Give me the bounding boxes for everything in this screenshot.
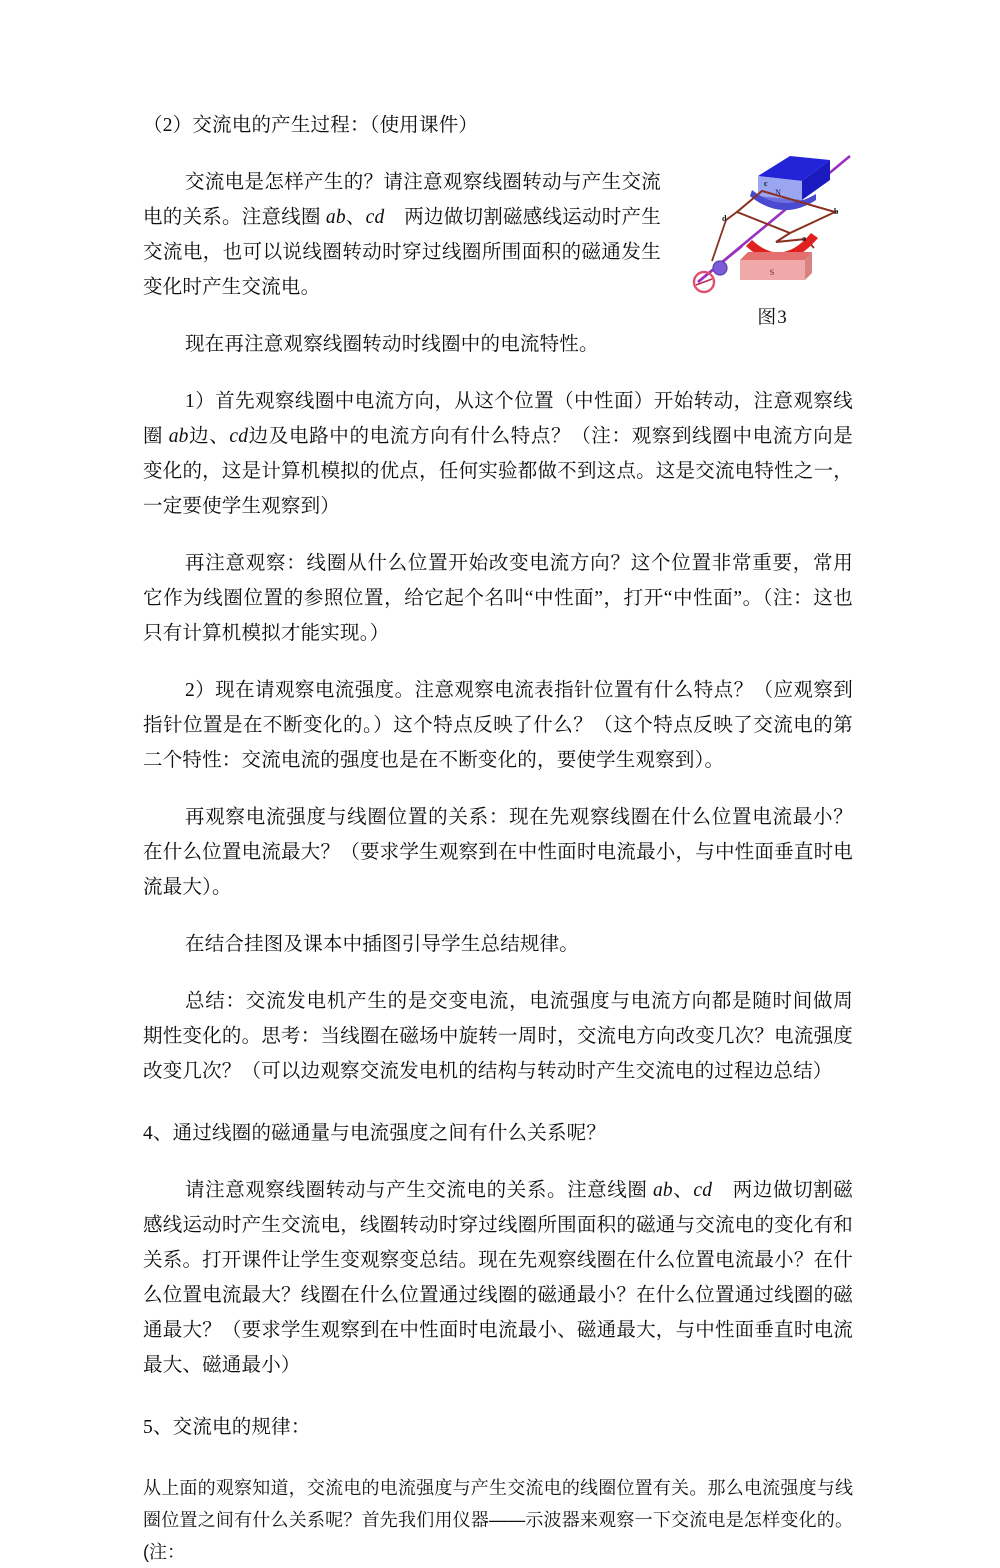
spacer <box>143 651 853 673</box>
text-seg: 交流电是怎样产生的？请注意观察线圈转动与产生交流电的关系。注意线圈 <box>143 172 661 228</box>
text-seg: 、 <box>345 207 366 228</box>
spacer <box>143 1383 853 1410</box>
slip-ring-icon <box>713 261 727 275</box>
spacer <box>143 362 853 384</box>
coil-label-ab: ab <box>652 1180 673 1201</box>
coil-corner-a-label: a <box>802 234 806 243</box>
paragraph-conclusion: 总结：交流发电机产生的是交变电流，电流强度与电流方向都是随时间做周期性变化的。思考：当线圈在磁场中旋转一周时，交流电方向改变几次？电流强度改变几次？（可以边观察交流发电机的结构与转动时产生交流电的过程边总结） <box>143 991 853 1082</box>
paragraph-neutral-plane: 再注意观察：线圈从什么位置开始改变电流方向？这个位置非常重要，常用它作为线圈位置的参照位置，给它起个名叫“中性面”，打开“中性面”。（注：这也只有计算机模拟才能实现。） <box>143 553 853 644</box>
spacer <box>143 1445 853 1472</box>
heading-item-5: 5、交流电的规律： <box>143 1417 311 1438</box>
paragraph-step-1 <box>143 384 853 524</box>
paragraph-current-vs-position: 再观察电流强度与线圈位置的关系：现在先观察线圈在什么位置电流最小？在什么位置电流最大？（要求学生观察到在中性面时电流最小，与中性面垂直时电流最大）。 <box>143 807 853 898</box>
coil-label-cd: cd <box>693 1180 713 1201</box>
coil-label-cd: cd <box>229 426 249 447</box>
text-seg: 两边做切割磁感线运动时产生交流电，也可以说线圈转动时穿过线圈所围面积的磁通发生变化时产生交流电。 <box>143 207 661 298</box>
text-seg: 两边做切割磁感线运动时产生交流电，线圈转动时穿过线圈所围面积的磁通与交流电的变化有和关系。打开课件让学生变观察变总结。现在先观察线圈在什么位置电流最小？在什么位置电流最大？线圈在什么位置通过线圈的磁通最小？在什么位置通过线圈的磁通最大？（要求学生观察到在中性面时电流最小、磁通最大，与中性面垂直时电流最大、磁通最小） <box>143 1180 853 1376</box>
spacer <box>143 1151 853 1173</box>
paragraph-observe-current-property: 现在再注意观察线圈转动时线圈中的电流特性。 <box>185 334 599 355</box>
coil-lead-left <box>712 220 726 261</box>
text-seg: 边、 <box>188 426 230 447</box>
heading-ac-generation-process: （2）交流电的产生过程：（使用课件） <box>143 115 479 136</box>
paragraph-flux-vs-current <box>143 1173 853 1383</box>
north-pole-label: N <box>775 188 781 197</box>
coil-corner-b-label: b <box>834 207 839 216</box>
text-seg: 、 <box>672 1180 694 1201</box>
coil-label-ab: ab <box>325 207 346 228</box>
coil-corner-c-label: c <box>764 179 768 188</box>
text-seg: 1）首先观察线圈中电流方向，从这个位置（中性面）开始转动，注意观察线圈 <box>143 391 853 447</box>
text-seg: 请注意观察线圈转动与产生交流电的关系。注意线圈 <box>185 1180 653 1201</box>
text-seg: 边及电路中的电流方向有什么特点？（注：观察到线圈中电流方向是变化的，这是计算机模拟的优点，任何实验都做不到这点。这是交流电特性之一，一定要使学生观察到） <box>143 426 853 517</box>
coil-corner-d-label: d <box>722 214 727 223</box>
spacer <box>143 524 853 546</box>
generator-diagram-svg <box>690 134 855 306</box>
south-pole-label: S <box>769 268 775 277</box>
spacer <box>143 778 853 800</box>
heading-item-4: 4、通过线圈的磁通量与电流强度之间有什么关系呢？ <box>143 1123 607 1144</box>
figure-ac-generator <box>690 134 865 334</box>
spacer <box>143 962 853 984</box>
coil-label-ab: ab <box>168 426 189 447</box>
paragraph-oscilloscope: 从上面的观察知道，交流电的电流强度与产生交流电的线圈位置有关。那么电流强度与线圈位置之间有什么关系呢？首先我们用仪器——示波器来观察一下交流电是怎样变化的。(注： <box>143 1478 853 1562</box>
figure-caption: 图3 <box>757 307 788 328</box>
paragraph-summarize-with-charts: 在结合挂图及课本中插图引导学生总结规律。 <box>185 934 580 955</box>
spacer <box>143 1089 853 1116</box>
spacer <box>143 905 853 927</box>
coil-label-cd: cd <box>365 207 385 228</box>
north-pole-magnet-icon <box>750 156 830 210</box>
paragraph-step-2: 2）现在请观察电流强度。注意观察电流表指针位置有什么特点？（应观察到指针位置是在不断变化的。）这个特点反映了什么？（这个特点反映了交流电的第二个特性：交流电流的强度也是在不断变化的，要使学生观察到）。 <box>143 680 853 771</box>
